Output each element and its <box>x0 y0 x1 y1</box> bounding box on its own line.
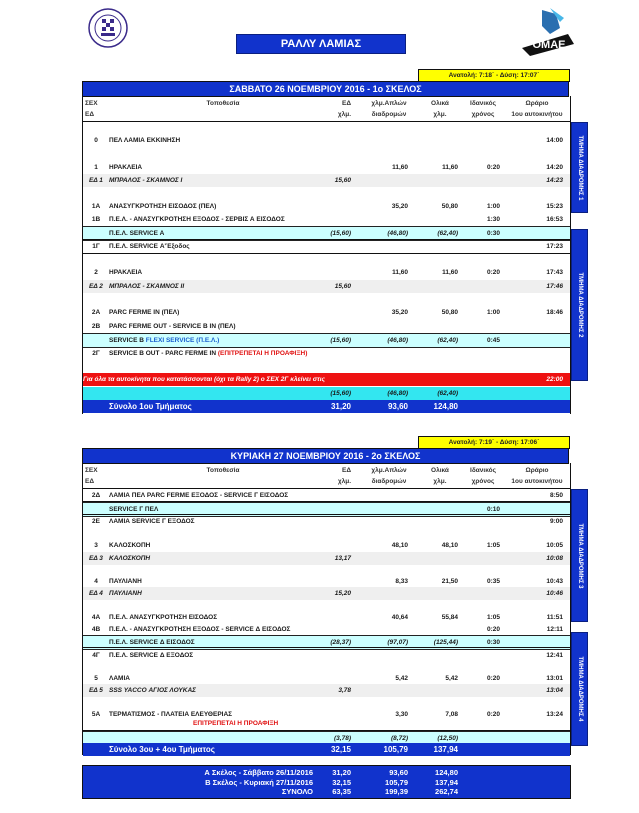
cell-time: 17:43 <box>546 269 563 276</box>
closing-note-row <box>83 373 570 386</box>
cell-no: 1 <box>94 164 98 171</box>
cell-ed: 3,78 <box>338 687 351 694</box>
cell-time: 13:24 <box>546 711 563 718</box>
summary-km: 199,39 <box>385 787 408 796</box>
cell-ideal: 1:30 <box>486 216 500 223</box>
cell-no: 1Β <box>91 216 101 223</box>
cell-km: 5,42 <box>395 675 408 682</box>
cell-loc: ΚΑΛΟΣΚΟΠΗ <box>109 542 151 549</box>
cell-time: 14:00 <box>546 137 563 144</box>
sun-times-day1: Ανατολή: 7:18΄ - Δύση: 17:07΄ <box>418 69 570 82</box>
cell-no: 2Δ <box>91 492 101 499</box>
row-divider <box>83 647 570 648</box>
cell-km: 40,64 <box>391 614 408 621</box>
cell-no: 2Β <box>91 323 101 330</box>
cell-tot: 5,42 <box>445 675 458 682</box>
section-tab-2: ΤΜΗΜΑ ΔΙΑΔΡΟΜΗΣ 2 <box>571 229 588 381</box>
cell-km: 105,79 <box>383 745 408 754</box>
closing-time: 22:00 <box>546 376 563 383</box>
cell-loc-text: SERVICE B OUT - PARC FERME IN <box>109 350 218 357</box>
cell-loc: Π.Ε.Λ. SERVICE Δ ΕΞΟΔΟΣ <box>109 652 194 659</box>
summary-row <box>83 787 570 797</box>
table-row <box>83 347 570 360</box>
cell-loc: SERVICE Γ ΠΕΛ <box>109 506 159 513</box>
sun-times-day2: Ανατολή: 7:19΄ - Δύση: 17:06΄ <box>418 436 570 449</box>
cell-tot: 11,60 <box>442 164 458 171</box>
column-header-row: ΣΕΧ Τοποθεσία ΕΔ χλμ.Απλών Ολικά Ιδανικός Ωράριο <box>85 467 549 474</box>
cell-time: 10:08 <box>546 555 563 562</box>
table-row <box>83 587 570 600</box>
cell-no: ΕΔ 3 <box>89 555 103 562</box>
day1-title: ΣΑΒΒΑΤΟ 26 ΝΟΕΜΒΡΙΟΥ 2016 - 1ο ΣΚΕΛΟΣ <box>82 81 569 97</box>
cell-time: 14:23 <box>546 177 563 184</box>
cell-ideal: 1:05 <box>486 542 500 549</box>
cell-loc: ΗΡΑΚΛΕΙΑ <box>109 164 143 171</box>
flexi-service-label: FLEXI SERVICE (Π.Ε.Λ.) <box>145 337 220 344</box>
summary-ed: 63,35 <box>332 787 351 796</box>
cell-ideal: 1:05 <box>486 614 500 621</box>
cell-time: 17:23 <box>546 243 563 250</box>
cell-ed: 32,15 <box>330 745 351 754</box>
cell-time: 10:46 <box>546 590 563 597</box>
summary-tot: 124,80 <box>435 768 458 777</box>
cell-time: 11:51 <box>546 614 563 621</box>
row-divider <box>83 514 570 515</box>
cell-no: ΕΔ 1 <box>89 177 103 184</box>
cell-time: 9:00 <box>549 518 563 525</box>
day1-table <box>82 96 571 414</box>
cell-no: ΕΔ 4 <box>89 590 103 597</box>
table-row <box>83 200 570 213</box>
table-row <box>83 552 570 565</box>
cell-tot: (62,40) <box>437 337 458 344</box>
cell-no: 4Γ <box>92 652 100 659</box>
cell-loc: ΤΕΡΜΑΤΙΣΜΟΣ - ΠΛΑΤΕΙΑ ΕΛΕΥΘΕΡΙΑΣ <box>109 711 233 718</box>
cell-tot: 48,10 <box>441 542 458 549</box>
table-row <box>83 213 570 226</box>
cell-ed: 15,20 <box>334 590 351 597</box>
table-row <box>83 134 570 147</box>
cell-tot: 124,80 <box>433 402 458 411</box>
cell-km: 8,33 <box>395 578 408 585</box>
cell-no: ΕΔ 2 <box>89 283 103 290</box>
cell-loc: SSS YACCO ΑΓΙΟΣ ΛΟΥΚΑΣ <box>109 687 196 694</box>
section-tab-1: ΤΜΗΜΑ ΔΙΑΔΡΟΜΗΣ 1 <box>571 122 588 213</box>
cell-km: (46,80) <box>387 390 408 397</box>
club-logo <box>88 8 128 48</box>
summary-label: Α Σκέλος - Σάββατο 26/11/2016 <box>204 768 313 777</box>
summary-tot: 262,74 <box>435 787 458 796</box>
column-header-row-2: ΕΔ χλμ. διαδρομών χλμ. χρόνος 1ου αυτοκινήτου <box>85 111 563 118</box>
cell-no: 0 <box>94 137 98 144</box>
cell-loc <box>109 350 307 357</box>
cell-no: 1Α <box>91 203 101 210</box>
cell-loc: PARC FERME OUT - SERVICE B IN (ΠΕΛ) <box>109 323 236 330</box>
cell-ideal: 0:45 <box>486 337 500 344</box>
cell-ed: (28,37) <box>330 639 351 646</box>
cell-loc-text: SERVICE B <box>109 337 146 344</box>
table-row <box>83 539 570 552</box>
early-arrival-note: ΕΠΙΤΡΕΠΕΤΑΙ Η ΠΡΟΑΦΙΞΗ <box>193 720 279 727</box>
cell-no: 5 <box>94 675 98 682</box>
cell-loc: ΠΕΛ ΛΑΜΙΑ ΕΚΚΙΝΗΣΗ <box>109 137 181 144</box>
cell-loc: Π.Ε.Λ. - ΑΝΑΣΥΓΚΡΟΤΗΣΗ ΕΞΟΔΟΣ - ΣΕΡΒΙΣ Α ΕΙΣΟΔΟΣ <box>109 216 285 223</box>
cell-no: 2Α <box>91 309 101 316</box>
cell-ideal: 0:10 <box>486 506 500 513</box>
cell-ed: (15,60) <box>330 230 351 237</box>
cell-ed: 31,20 <box>330 402 351 411</box>
cell-tot: 50,80 <box>441 309 458 316</box>
cell-loc: ΛΑΜΙΑ ΠΕΛ PARC FERME ΕΞΟΔΟΣ - SERVICE Γ ΕΙΣΟΔΟΣ <box>109 492 289 499</box>
cell-km: (97,07) <box>387 639 408 646</box>
cell-ideal: 1:00 <box>486 309 500 316</box>
cell-time: 14:20 <box>546 164 563 171</box>
cell-km: 48,10 <box>391 542 408 549</box>
column-header-row-2: ΕΔ χλμ. διαδρομών χλμ. χρόνος 1ου αυτοκινήτου <box>85 478 563 485</box>
page-title: ΡΑΛΛΥ ΛΑΜΙΑΣ <box>236 34 406 54</box>
cell-loc: ΛΑΜΙΑ SERVICE Γ ΕΞΟΔΟΣ <box>109 518 195 525</box>
summary-tot: 137,94 <box>435 777 458 787</box>
total-label: Σύνολο 1ου Τμήματος <box>109 402 192 411</box>
table-row <box>83 266 570 279</box>
summary-row <box>83 768 570 778</box>
cell-loc: Π.Ε.Λ. - ΑΝΑΣΥΓΚΡΟΤΗΣΗ ΕΞΟΔΟΣ - SERVICE Δ ΕΙΣΟΔΟΣ <box>109 626 291 633</box>
cell-no: 4 <box>94 578 98 585</box>
cell-km: 11,60 <box>392 164 408 171</box>
cell-time: 8:50 <box>549 492 563 499</box>
cell-ed: (15,60) <box>330 337 351 344</box>
cell-time: 12:41 <box>546 652 563 659</box>
section-tab-3: ΤΜΗΜΑ ΔΙΑΔΡΟΜΗΣ 3 <box>571 489 588 622</box>
total-row <box>83 400 570 413</box>
cell-loc: Π.Ε.Λ. SERVICE Δ ΕΙΣΟΔΟΣ <box>109 639 195 646</box>
cell-loc: ΜΠΡΑΛΟΣ - ΣΚΑΜΝΟΣ Ι <box>109 177 183 184</box>
table-row <box>83 684 570 697</box>
table-row <box>83 306 570 319</box>
cell-no: 1Γ <box>92 243 100 250</box>
cell-no: 3 <box>94 542 98 549</box>
cell-tot: 50,80 <box>441 203 458 210</box>
cell-loc: Π.Ε.Λ. SERVICE Α'Έξοδος <box>109 243 190 250</box>
cell-ideal: 0:20 <box>486 164 500 171</box>
service-row <box>83 333 570 348</box>
cell-km: (46,80) <box>387 337 408 344</box>
section-tab-4: ΤΜΗΜΑ ΔΙΑΔΡΟΜΗΣ 4 <box>571 632 588 746</box>
cell-km: (8,72) <box>391 735 408 742</box>
cell-km: 11,60 <box>392 269 408 276</box>
cell-loc: Π.Ε.Λ. ΑΝΑΣΥΓΚΡΟΤΗΣΗ ΕΙΣΟΔΟΣ <box>109 614 218 621</box>
cell-ideal: 0:35 <box>486 578 500 585</box>
cell-no: 2 <box>94 269 98 276</box>
table-row <box>83 240 570 253</box>
cell-km: 35,20 <box>391 203 408 210</box>
cell-time: 18:46 <box>546 309 563 316</box>
omae-logo-text: ΟΜΑΕ <box>532 39 566 51</box>
subtotal-row <box>83 387 570 400</box>
cell-tot: (12,50) <box>437 735 458 742</box>
cell-loc: ΜΠΡΑΛΟΣ - ΣΚΑΜΝΟΣ ΙΙ <box>109 283 185 290</box>
total-row <box>83 743 570 756</box>
cell-time: 15:23 <box>546 203 563 210</box>
table-row <box>83 649 570 662</box>
cell-ideal: 0:30 <box>486 230 500 237</box>
cell-tot: 55,84 <box>441 614 458 621</box>
cell-time: 10:05 <box>546 542 563 549</box>
table-row <box>83 515 570 528</box>
row-divider <box>83 239 570 240</box>
cell-loc: ΚΑΛΟΣΚΟΠΗ <box>109 555 151 562</box>
cell-time: 13:04 <box>546 687 563 694</box>
cell-km: (46,80) <box>387 230 408 237</box>
summary-label: Β Σκέλος - Κυριακή 27/11/2016 <box>205 777 313 787</box>
cell-no: 5Α <box>91 711 101 718</box>
summary-ed: 31,20 <box>332 768 351 777</box>
summary-km: 93,60 <box>389 768 408 777</box>
table-row <box>83 161 570 174</box>
cell-ed: 15,60 <box>334 177 351 184</box>
closing-note: Για όλα τα αυτοκίνητα που κατατάσσονται (όχι τα Rally 2) ο ΣΕΧ 2Γ κλείνει στις <box>83 376 325 383</box>
day2-table <box>82 463 571 755</box>
table-row <box>83 174 570 187</box>
cell-loc: ΠΑΥΛΙΑΝΗ <box>109 578 142 585</box>
cell-km: 93,60 <box>387 402 408 411</box>
cell-ideal: 0:20 <box>486 711 500 718</box>
cell-no: ΕΔ 5 <box>89 687 103 694</box>
cell-loc: ΑΝΑΣΥΓΚΡΟΤΗΣΗ ΕΙΣΟΔΟΣ (ΠΕΛ) <box>109 203 217 210</box>
cell-ed: 13,17 <box>334 555 351 562</box>
summary-ed: 32,15 <box>332 777 351 787</box>
cell-loc: ΠΑΥΛΙΑΝΗ <box>109 590 142 597</box>
table-row <box>83 320 570 333</box>
day2-title: ΚΥΡΙΑΚΗ 27 ΝΟΕΜΒΡΙΟΥ 2016 - 2ο ΣΚΕΛΟΣ <box>82 448 569 464</box>
cell-ed: (15,60) <box>330 390 351 397</box>
cell-loc: ΗΡΑΚΛΕΙΑ <box>109 269 143 276</box>
table-row <box>83 708 570 721</box>
column-header-row: ΣΕΧ Τοποθεσία ΕΔ χλμ.Απλών Ολικά Ιδανικός Ωράριο <box>85 100 549 107</box>
cell-time: 17:46 <box>546 283 563 290</box>
row-divider <box>83 253 570 254</box>
early-arrival-note: (ΕΠΙΤΡΕΠΕΤΑΙ Η ΠΡΟΑΦΙΞΗ) <box>217 350 308 357</box>
cell-no: 2Ε <box>92 518 100 525</box>
cell-ed: 15,60 <box>334 283 351 290</box>
cell-ideal: 1:00 <box>486 203 500 210</box>
cell-ed: (3,78) <box>334 735 351 742</box>
cell-loc: ΛΑΜΙΑ <box>109 675 130 682</box>
cell-no: 2Γ <box>92 350 100 357</box>
cell-loc: PARC FERME IN (ΠΕΛ) <box>109 309 180 316</box>
cell-km: 35,20 <box>391 309 408 316</box>
table-row <box>83 280 570 293</box>
cell-time: 13:01 <box>546 675 563 682</box>
cell-tot: (62,40) <box>437 390 458 397</box>
cell-ideal: 0:20 <box>486 626 500 633</box>
cell-tot: 137,94 <box>433 745 458 754</box>
row-divider <box>83 501 570 502</box>
summary-label: ΣΥΝΟΛΟ <box>281 787 313 796</box>
total-label: Σύνολο 3ου + 4ου Τμήματος <box>109 745 215 754</box>
cell-tot: 11,60 <box>442 269 458 276</box>
cell-time: 10:43 <box>546 578 563 585</box>
summary-box <box>82 765 571 799</box>
omae-logo <box>516 4 578 60</box>
cell-ideal: 0:30 <box>486 639 500 646</box>
cell-ideal: 0:20 <box>486 269 500 276</box>
cell-tot: 21,50 <box>441 578 458 585</box>
cell-loc <box>109 337 219 344</box>
cell-tot: 7,08 <box>445 711 458 718</box>
cell-loc: Π.Ε.Λ. SERVICE A <box>109 230 165 237</box>
cell-no: 4Β <box>91 626 101 633</box>
cell-no: 4Α <box>91 614 101 621</box>
cell-ideal: 0:20 <box>486 675 500 682</box>
cell-km: 3,30 <box>395 711 408 718</box>
summary-row <box>83 778 570 788</box>
cell-tot: (125,44) <box>433 639 458 646</box>
cell-time: 16:53 <box>546 216 563 223</box>
summary-km: 105,79 <box>385 777 408 787</box>
cell-tot: (62,40) <box>437 230 458 237</box>
cell-time: 12:11 <box>546 626 563 633</box>
